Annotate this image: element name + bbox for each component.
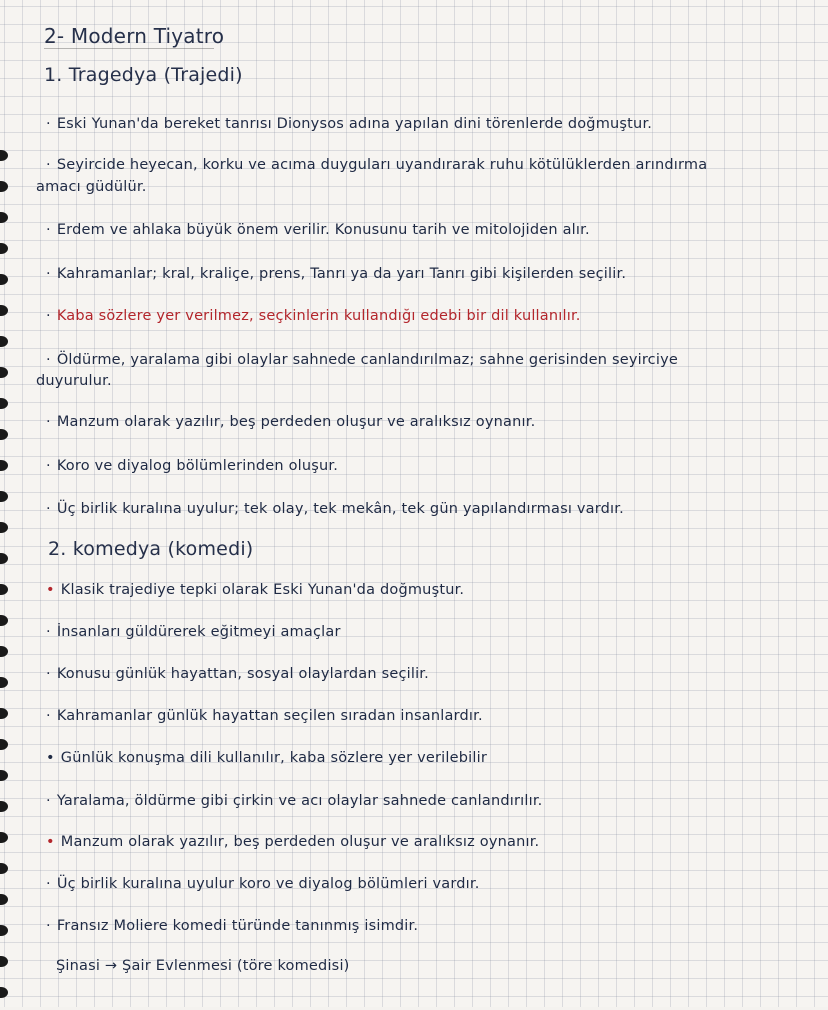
list-item bbox=[46, 352, 678, 368]
binding-hole bbox=[0, 863, 8, 874]
list-item-text: İnsanları güldürerek eğitmeyi amaçlar bbox=[56, 624, 341, 640]
binding-hole bbox=[0, 987, 8, 998]
list-item-continuation: duyurulur. bbox=[36, 373, 112, 389]
list-item-text: Klasik trajediye tepki olarak Eski Yunan'da doğmuştur. bbox=[60, 582, 465, 598]
list-item-text: Kaba sözlere yer verilmez, seçkinlerin kullandığı edebi bir dil kullanılır. bbox=[56, 308, 581, 324]
binding-hole bbox=[0, 398, 8, 409]
binding-hole bbox=[0, 367, 8, 378]
list-item bbox=[46, 834, 539, 850]
bullet: • bbox=[46, 750, 55, 766]
binding-hole bbox=[0, 801, 8, 812]
binding-hole bbox=[0, 770, 8, 781]
binding-hole bbox=[0, 460, 8, 471]
binding-hole bbox=[0, 615, 8, 626]
bullet: · bbox=[46, 308, 51, 324]
list-item-text: Üç birlik kuralına uyulur koro ve diyalog bölümleri vardır. bbox=[56, 876, 480, 892]
section-heading-tragedya: 1. Tragedya (Trajedi) bbox=[44, 64, 243, 86]
bullet: · bbox=[46, 793, 51, 809]
bullet: · bbox=[46, 624, 51, 640]
bullet: • bbox=[46, 582, 55, 598]
binding-hole bbox=[0, 274, 8, 285]
page-title: 2- Modern Tiyatro bbox=[44, 24, 225, 48]
list-item-text: Kahramanlar günlük hayattan seçilen sıradan insanlardır. bbox=[56, 708, 483, 724]
binding-hole bbox=[0, 243, 8, 254]
binding-hole bbox=[0, 646, 8, 657]
bullet: · bbox=[46, 501, 51, 517]
binding-hole bbox=[0, 677, 8, 688]
bullet: · bbox=[46, 666, 51, 682]
list-item bbox=[46, 308, 581, 324]
list-item-text: Manzum olarak yazılır, beş perdeden oluşur ve aralıksız oynanır. bbox=[60, 834, 540, 850]
list-item-continuation: amacı güdülür. bbox=[36, 179, 147, 195]
binding-hole bbox=[0, 491, 8, 502]
list-item bbox=[46, 624, 341, 640]
list-item bbox=[46, 750, 487, 766]
list-item bbox=[46, 414, 535, 430]
list-item-text: Eski Yunan'da bereket tanrısı Dionysos adına yapılan dini törenlerde doğmuştur. bbox=[56, 116, 653, 132]
list-item-text: Üç birlik kuralına uyulur; tek olay, tek mekân, tek gün yapılandırması vardır. bbox=[56, 501, 624, 517]
bullet: · bbox=[46, 222, 51, 238]
list-item bbox=[46, 266, 626, 282]
list-item bbox=[46, 222, 590, 238]
binding-hole bbox=[0, 584, 8, 595]
list-item bbox=[46, 708, 483, 724]
bullet: · bbox=[46, 918, 51, 934]
binding-hole bbox=[0, 708, 8, 719]
list-item-text: Yaralama, öldürme gibi çirkin ve acı olaylar sahnede canlandırılır. bbox=[56, 793, 543, 809]
binding-hole bbox=[0, 336, 8, 347]
list-item bbox=[46, 157, 707, 173]
bullet: · bbox=[46, 708, 51, 724]
list-item-text: Manzum olarak yazılır, beş perdeden oluşur ve aralıksız oynanır. bbox=[56, 414, 536, 430]
list-item-text: Öldürme, yaralama gibi olaylar sahnede canlandırılmaz; sahne gerisinden seyirciye bbox=[56, 352, 678, 368]
list-item-text: Günlük konuşma dili kullanılır, kaba sözlere yer verilebilir bbox=[60, 750, 487, 766]
binding-hole bbox=[0, 212, 8, 223]
list-item-text: Kahramanlar; kral, kraliçe, prens, Tanrı ya da yarı Tanrı gibi kişilerden seçilir. bbox=[56, 266, 627, 282]
list-item bbox=[46, 458, 338, 474]
list-item bbox=[56, 958, 350, 974]
bullet: · bbox=[46, 352, 51, 368]
binding-hole bbox=[0, 894, 8, 905]
binding-hole bbox=[0, 522, 8, 533]
spiral-binding bbox=[0, 150, 10, 1010]
list-item bbox=[46, 876, 480, 892]
section-heading-komedya: 2. komedya (komedi) bbox=[48, 538, 254, 560]
list-item-text: Şinasi → Şair Evlenmesi (töre komedisi) bbox=[56, 958, 350, 974]
list-item-text: Fransız Moliere komedi türünde tanınmış isimdir. bbox=[56, 918, 419, 934]
list-item bbox=[46, 501, 624, 517]
bullet: · bbox=[46, 876, 51, 892]
binding-hole bbox=[0, 429, 8, 440]
list-item-text: Koro ve diyalog bölümlerinden oluşur. bbox=[56, 458, 339, 474]
binding-hole bbox=[0, 832, 8, 843]
binding-hole bbox=[0, 181, 8, 192]
list-item bbox=[46, 918, 418, 934]
list-item bbox=[46, 582, 464, 598]
binding-hole bbox=[0, 305, 8, 316]
bullet: · bbox=[46, 116, 51, 132]
binding-hole bbox=[0, 739, 8, 750]
bullet: · bbox=[46, 414, 51, 430]
title-underline bbox=[44, 48, 214, 49]
binding-hole bbox=[0, 150, 8, 161]
bullet: · bbox=[46, 458, 51, 474]
bullet: • bbox=[46, 834, 55, 850]
bullet: · bbox=[46, 266, 51, 282]
binding-hole bbox=[0, 925, 8, 936]
list-item bbox=[46, 116, 652, 132]
bullet: · bbox=[46, 157, 51, 173]
list-item bbox=[46, 666, 429, 682]
list-item bbox=[46, 793, 542, 809]
list-item-text: Seyircide heyecan, korku ve acıma duyguları uyandırarak ruhu kötülüklerden arındırma bbox=[56, 157, 708, 173]
list-item-text: Konusu günlük hayattan, sosyal olaylardan seçilir. bbox=[56, 666, 429, 682]
binding-hole bbox=[0, 553, 8, 564]
binding-hole bbox=[0, 956, 8, 967]
list-item-text: Erdem ve ahlaka büyük önem verilir. Konusunu tarih ve mitolojiden alır. bbox=[56, 222, 590, 238]
